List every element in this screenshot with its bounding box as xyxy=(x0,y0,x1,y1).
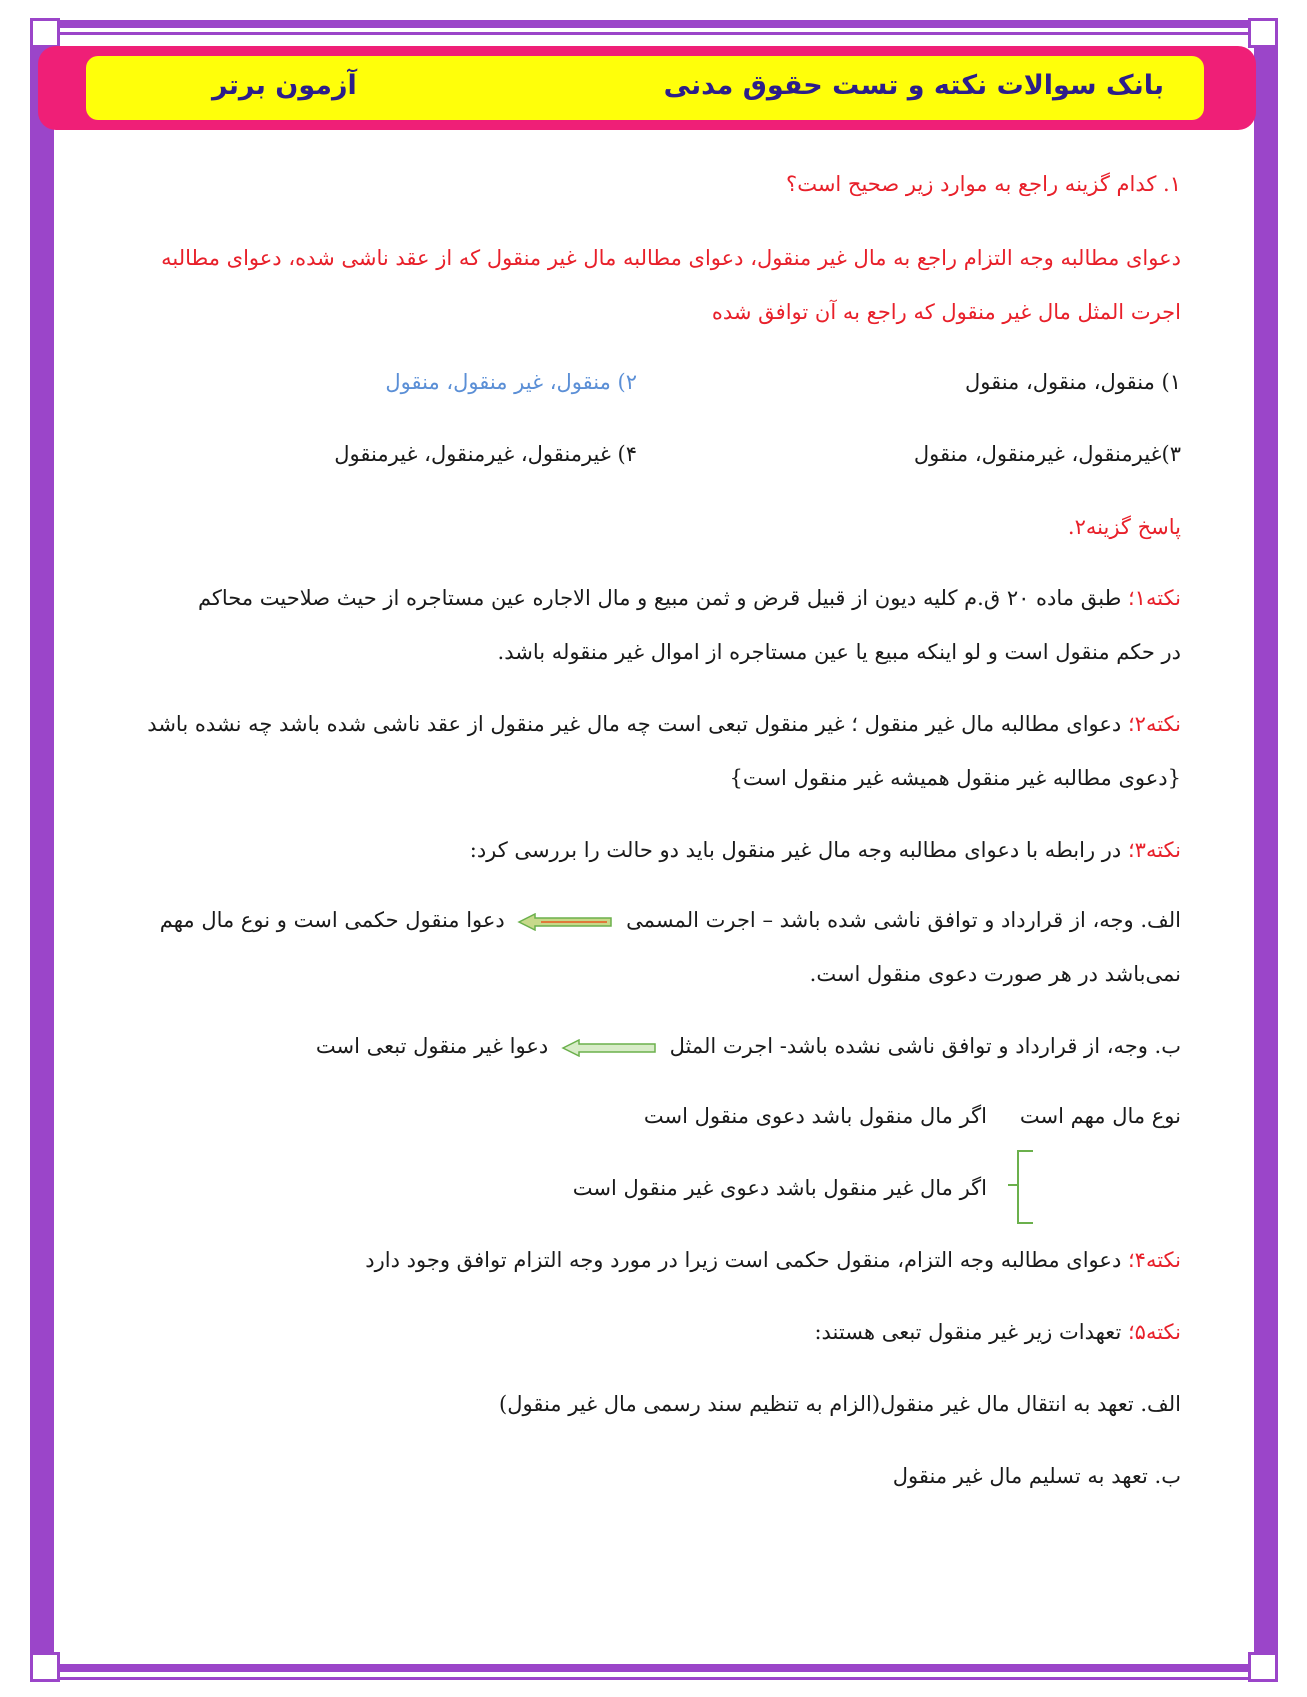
be-result: دعوا غیر منقول تبعی است xyxy=(315,1034,549,1058)
option-4: ۴) غیرمنقول، غیرمنقول، غیرمنقول xyxy=(334,442,637,466)
note-2-line1 xyxy=(131,712,1181,736)
arrow-left-icon xyxy=(561,1039,657,1057)
note-3-case-alef xyxy=(160,908,1181,932)
note-2-line2: {دعوی مطالبه غیر منقول همیشه غیر منقول است} xyxy=(729,766,1181,790)
alef-line2: نمی‌باشد در هر صورت دعوی منقول است. xyxy=(809,962,1181,986)
note-3-case-be xyxy=(316,1034,1181,1058)
option-3: ۳)غیرمنقول، غیرمنقول، منقول xyxy=(913,442,1181,466)
frame-corner xyxy=(1248,18,1278,48)
question-title: ۱. کدام گزینه راجع به موارد زیر صحیح است؟ xyxy=(786,172,1181,196)
frame-left-border xyxy=(30,38,54,1663)
note-2-label: نکته۲؛ xyxy=(1127,712,1181,736)
case-immovable: اگر مال غیر منقول باشد دعوی غیر منقول است xyxy=(572,1176,987,1200)
note-4-line1 xyxy=(365,1248,1181,1272)
arrow-left-icon xyxy=(517,913,613,931)
frame-top-border xyxy=(60,20,1250,28)
note-5-item-alef: الف. تعهد به انتقال مال غیر منقول(الزام به تنظیم سند رسمی مال غیر منقول) xyxy=(499,1392,1181,1416)
note-5-label: نکته۵؛ xyxy=(1127,1320,1181,1344)
note-1-line1 xyxy=(131,586,1181,610)
frame-bottom-border xyxy=(60,1664,1250,1672)
note-2-text: دعوای مطالبه مال غیر منقول ؛ غیر منقول تبعی است چه مال غیر منقول از عقد ناشی شده باشد چه نشده باشد xyxy=(147,712,1122,736)
frame-corner xyxy=(1248,1652,1278,1682)
note-5-text: تعهدات زیر غیر منقول تبعی هستند: xyxy=(814,1320,1122,1344)
alef-condition: الف. وجه، از قرارداد و توافق ناشی شده باشد – اجرت المسمی xyxy=(626,908,1181,932)
note-1-text: طبق ماده ۲۰ ق.م کلیه دیون از قبیل قرض و ثمن مبیع و مال الاجاره عین مستاجره از حیث صلاحیت محاکم xyxy=(197,586,1122,610)
option-1: ۱) منقول، منقول، منقول xyxy=(964,370,1181,394)
frame-corner xyxy=(30,1652,60,1682)
note-1-label: نکته۱؛ xyxy=(1127,586,1181,610)
brand-label: آزمون برتر xyxy=(212,70,357,101)
note-4-label: نکته۴؛ xyxy=(1127,1248,1181,1272)
frame-top-border-thin xyxy=(60,32,1250,35)
type-label: نوع مال مهم است xyxy=(1019,1104,1181,1128)
note-5-item-be: ب. تعهد به تسلیم مال غیر منقول xyxy=(892,1464,1181,1488)
note-1-line2: در حکم منقول است و لو اینکه مبیع یا عین مستاجره از اموال غیر منقوله باشد. xyxy=(497,640,1181,664)
note-4-text: دعوای مطالبه وجه التزام، منقول حکمی است زیرا در مورد وجه التزام توافق وجود دارد xyxy=(365,1248,1122,1272)
brace-icon xyxy=(1017,1150,1033,1224)
note-5-line1 xyxy=(814,1320,1181,1344)
alef-result: دعوا منقول حکمی است و نوع مال مهم xyxy=(159,908,505,932)
note-3-text: در رابطه با دعوای مطالبه وجه مال غیر منقول باید دو حالت را بررسی کرد: xyxy=(469,838,1122,862)
case-movable: اگر مال منقول باشد دعوی منقول است xyxy=(643,1104,987,1128)
question-body-line2: اجرت المثل مال غیر منقول که راجع به آن توافق شده xyxy=(711,300,1181,324)
answer-label: پاسخ گزینه۲. xyxy=(1067,515,1181,539)
question-body-line1: دعوای مطالبه وجه التزام راجع به مال غیر منقول، دعوای مطالبه مال غیر منقول که از عقد ناشی شده، دعوای مطالبه xyxy=(161,246,1181,270)
frame-bottom-border-thin xyxy=(60,1677,1250,1680)
page-title: بانک سوالات نکته و تست حقوق مدنی xyxy=(663,70,1164,101)
frame-corner xyxy=(30,18,60,48)
note-3-line1 xyxy=(470,838,1181,862)
be-condition: ب. وجه، از قرارداد و توافق ناشی نشده باشد- اجرت المثل xyxy=(669,1034,1181,1058)
frame-right-border xyxy=(1254,38,1278,1663)
note-3-label: نکته۳؛ xyxy=(1127,838,1181,862)
brace-tick xyxy=(1008,1184,1018,1186)
option-2: ۲) منقول، غیر منقول، منقول xyxy=(385,370,637,394)
